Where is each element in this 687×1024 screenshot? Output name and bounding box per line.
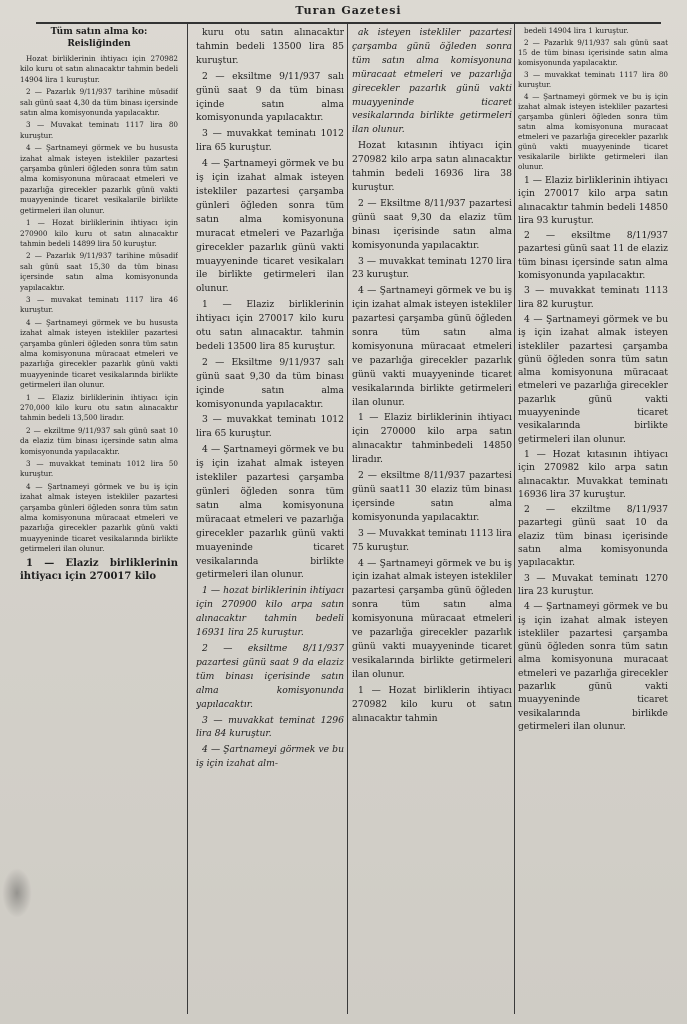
notice-paragraph: 3 — Muvakat teminatı 1270 lira 23 kuruştur. — [518, 572, 668, 597]
notice-paragraph: 1 — Elaziz birliklerinin ihtiyacı için 270017 kilo kuru otu satın alınacaktır. tahmin bedeli 13500 lira 85 kuruştur. — [196, 299, 344, 352]
notice-paragraph: 3 — Muvakat teminatı 1117 lira 80 kuruştur. — [20, 120, 178, 140]
notice-paragraph: 4 — Şartnameyi görmek ve bu iş için izahat almak isteyen istekliler pazartesi çarşamba günleri öğleden sonra tüm satın alma komisyonuna muracaat etmeleri ve pazarlığa girecekler pazarlık günü vakti muayyeninde ticaret vesikalarile birlikte getirmeleri ilan olunur. — [518, 92, 668, 171]
column-4 — [518, 26, 668, 1016]
notice-paragraph: 4 — Şartnameyi görmek ve bu iş için izahat almak isteyen istekliler pazartesi çarşamba günleri öğleden sonra tüm satın alma komisyonuna muracat etmeleri ve Pazarlığa girecekler pazarlık günü vakti muayyeninde ticaret vesikaları ile birlikte getirmeleri ilan olunur. — [196, 158, 344, 295]
notice-paragraph: 1 — Hozat kıtasının ihtiyacı için 270982 kilo arpa satın alınacaktır. Muvakkat teminatı 16936 lira 37 kuruştur. — [518, 448, 668, 500]
notice-paragraph: 1 — Elaziz birliklerinin ihtiyacı için 270017 kilo — [20, 557, 178, 582]
notice-paragraph: 2 — eksiltme 9/11/937 salı günü saat 9 da tüm binası içinde satın alma komisyonunda yapılacaktır. — [196, 70, 344, 124]
column-rule — [347, 24, 348, 1014]
notice-paragraph: 2 — eksiltme 8/11/937 pazartesi günü saat 11 de elaziz tüm binası içersinde satın alma komisyonunda yapılacaktır. — [518, 230, 668, 282]
notice-paragraph: ak isteyen istekliler pazartesi çarşamba günü öğleden sonra tüm satın alma komisyonuna müracaat etmeleri ve pazarlığa girecekler pazarlık günü vakti muayyeninde ticaret vesikalarında birlikte getirmeleri ilan olunur. — [352, 27, 512, 136]
notice-paragraph: Hozat kıtasının ihtiyacı için 270982 kilo arpa satın alınacaktır tahmin bedeli 16936 lira 38 kuruştur. — [352, 140, 512, 193]
column-2 — [196, 26, 344, 1016]
notice-paragraph: 2 — eksiltme 8/11/937 pazartesi günü saat 9 da elaziz tüm binası içerisinde satın alma komisyonunda yapılacaktır. — [196, 642, 344, 710]
notice-paragraph: 4 — Şartnameyi görmek ve bu iş için izahat almak isteyen istekliler pazartesi çarşamba günü öğleden sonra tüm satın alma komisyonuna müracaat etmeleri ve pazarlığa girecekler pazarlık günü vakti muayyeninde ticaret vesikalarında birlikte getirmeleri ilan olunur. — [518, 313, 668, 445]
masthead-title: Turan Gazetesi — [36, 0, 661, 24]
ink-smudge — [2, 868, 32, 918]
notice-paragraph: Hozat birliklerinin ihtiyacı için 270982 kilo kuru ot satın alınacaktır tahmin bedeli 14904 lira 1 kuruştur. — [20, 54, 178, 84]
notice-paragraph: 2 — Eksiltme 9/11/937 salı günü saat 9,30 da tüm binası içinde satın alma komisyonunda yapılacaktır. — [196, 356, 344, 410]
column-2-body — [196, 26, 344, 582]
column-1 — [20, 26, 178, 1016]
column-1-body — [20, 54, 178, 583]
column-2-italic-body — [196, 584, 344, 771]
notice-paragraph: 2 — Pazarlık 9/11/937 tarihine müsadif salı günü saat 4,30 da tüm binası içersinde satın alma komisyonunda yapılacaktır. — [20, 87, 178, 118]
notice-paragraph: 3 — muvakkat teminatı 1012 lira 65 kuruştur. — [196, 414, 344, 440]
notice-paragraph: 4 — Şartnameyi görmek ve bu iş için izahat almak isteyen istekliler pazartesi çarşamba günü öğleden sonra tüm satın alma komisyonuna muracaat etmeleri ve pazarlığa girecekler pazarlık günü vakti muayyeninde ticaret vesikalarında birlikde getirmeleri ilan olunur. — [518, 601, 668, 732]
notice-paragraph: 3 — muvakkat teminatı 1113 lira 82 kuruştur. — [518, 285, 668, 310]
notice-paragraph: 1 — Elaziz birliklerinin ihtiyacı için 270000 kilo arpa satın alınacaktır tahminbedeli 14850 liradır. — [352, 412, 512, 466]
notice-paragraph: 4 — Şartnameyi görmek ve bu iş için izahat almak isteyen istekliler pazartesi çarşamba günleri öğleden sonra tüm satın alma komisyonuna müracaat etmeleri ve pazarlığa girecekler pazarlık günü vakti muayyeninde ticaret vesikalarında birlikte getirmeleri ilan olunur. — [20, 481, 178, 554]
notice-paragraph: 4 — Şartnameyi görmek ve bu hususta izahat almak isteyen istekliler pazartesi çarşamba günleri öğleden sonra tüm satın alma komisyonuna müracaat etmeleri ve pazarlığa girecekler pazarlık günü vakti muayyeninde ticaret vesikalarında birlikte getirmeleri ilan olunur. — [20, 317, 178, 390]
notice-paragraph: 4 — Şartnameyi görmek ve bu iş için izahat alm- — [196, 744, 344, 770]
notice-paragraph: 2 — Pazarlık 9/11/937 salı günü saat 15 de tüm binası içerisinde satın alma komisyonunda yapılacaktır. — [518, 38, 668, 67]
notice-paragraph: 4 — Şartnameyi görmek ve bu iş için izahat almak isteyen istekliler pazartesi çarşamba günü öğleden sonra tüm satın alma komisyonuna müracaat etmeleri ve pazarlığa girecekler pazarlık günü vakti muayyeninde ticaret vesikalarında birlikte getirmeleri ilan olunur. — [352, 557, 512, 680]
column-rule — [514, 24, 515, 1014]
notice-paragraph: 1 — Hozat birliklerin ihtiyacı 270982 kilo kuru ot satın alınacaktır tahmin — [352, 684, 512, 724]
notice-paragraph: 3 — muvakat teminatı 1117 lira 46 kuruştur. — [20, 294, 178, 315]
notice-heading: Tüm satın alma ko: Reisliğinden — [50, 27, 148, 49]
column-rule — [187, 24, 188, 1014]
notice-paragraph: 2 — ekziltme 8/11/937 pazartegi günü saat 10 da elaziz tüm binası içerisinde satın alma komisyonunda yapılacaktır. — [518, 504, 668, 569]
column-4-body — [518, 174, 668, 733]
notice-paragraph: 1 — Elaziz birliklerinin ihtiyacı için 270,000 kilo kuru otu satın alınacaktır tahmin bedeli 13,500 liradır. — [20, 392, 178, 423]
notice-paragraph: 3 — Muvakkat teminatı 1113 lira 75 kuruştur. — [352, 527, 512, 553]
notice-paragraph: 2 — Eksiltme 8/11/937 pazartesi günü saat 9,30 da elaziz tüm binası içerisinde satın alma komisyonunda yapılacaktır. — [352, 197, 512, 251]
notice-paragraph: 3 — muvakkat teminatı 1270 lira 23 kuruştur. — [352, 255, 512, 281]
notice-paragraph: 4 — Şartnameyi görmek ve bu iş için izahat almak isteyen istekliler pazartesi çarşamba günleri öğleden sonra tüm satın alma komisyonuna müracaat etmeleri ve pazarlığa girecekler pazarlık günü vakti muayeninde ticaret vesikalarında birlikte getirmeleri ilan olunur. — [196, 444, 344, 581]
notice-paragraph: 2 — ekziltme 9/11/937 salı günü saat 10 da elaziz tüm binası içersinde satın alma komisyonunda yapılacaktır. — [20, 425, 178, 456]
column-3 — [352, 26, 512, 1016]
notice-paragraph: 3 — muvakkat teminatı 1117 lira 80 kuruştur. — [518, 70, 668, 89]
column-3-italic-body — [352, 26, 512, 137]
notice-paragraph: 1 — Elaziz birliklerinin ihtiyacı için 270017 kilo arpa satın alınacaktır tahmin bedeli 14850 lira 93 kuruştur. — [518, 175, 668, 226]
notice-paragraph: 3 — muvakkat teminat 1296 lira 84 kuruştur. — [196, 714, 344, 740]
notice-paragraph: 3 — muvakkat teminatı 1012 lira 50 kuruştur. — [20, 459, 178, 479]
column-4-small-body — [518, 26, 668, 172]
column-3-body — [352, 139, 512, 725]
notice-paragraph: kuru otu satın alınacaktır tahmin bedeli 13500 lira 85 kuruştur. — [196, 27, 344, 66]
notice-paragraph: 2 — eksiltme 8/11/937 pazartesi günü saat11 30 elaziz tüm binası içersinde satın alma komisyonunda yapılacaktır. — [352, 470, 512, 523]
notice-paragraph: bedeli 14904 lira 1 kuruştur. — [524, 26, 629, 35]
notice-paragraph: 4 — Şartnameyi görmek ve bu hususta izahat almak isteyen istekliler pazartesi çarşamba günleri öğleden sonra tüm satın alma komisyonuna müracaat etmeleri ve pazarlığa girecekler pazarlık günü vakti muayyeninde ticaret vesikalarile birlikte getirmeleri ilan olunur. — [20, 143, 178, 215]
notice-paragraph: 1 — Hozat birliklerinin ihtiyacı için 270900 kilo kuru ot satın alınacaktır tahmin bedeli 14899 lira 50 kuruştur. — [20, 218, 178, 248]
notice-paragraph: 2 — Pazarlık 9/11/937 tarihine müsadif salı günü saat 15,30 da tüm binası içersinde satın alma komisyonunda yapılacaktır. — [20, 251, 178, 292]
notice-paragraph: 4 — Şartnameyi görmek ve bu iş için izahat almak isteyen istekliler pazartesi çarşamba günü öğleden sonra tüm satın alma komisyonuna müracaat etmeleri ve pazarlığa girecekler pazarlık günü vakti muayyeninde ticaret vesikalarında birlikte getirmeleri ilan olunur. — [352, 285, 512, 408]
notice-paragraph: 3 — muvakkat teminatı 1012 lira 65 kuruştur. — [196, 128, 344, 154]
notice-paragraph: 1 — hozat birliklerinin ihtiyacı için 270900 kilo arpa satın alınacaktır tahmin bedeli 16931 lira 25 kuruştur. — [196, 585, 344, 639]
